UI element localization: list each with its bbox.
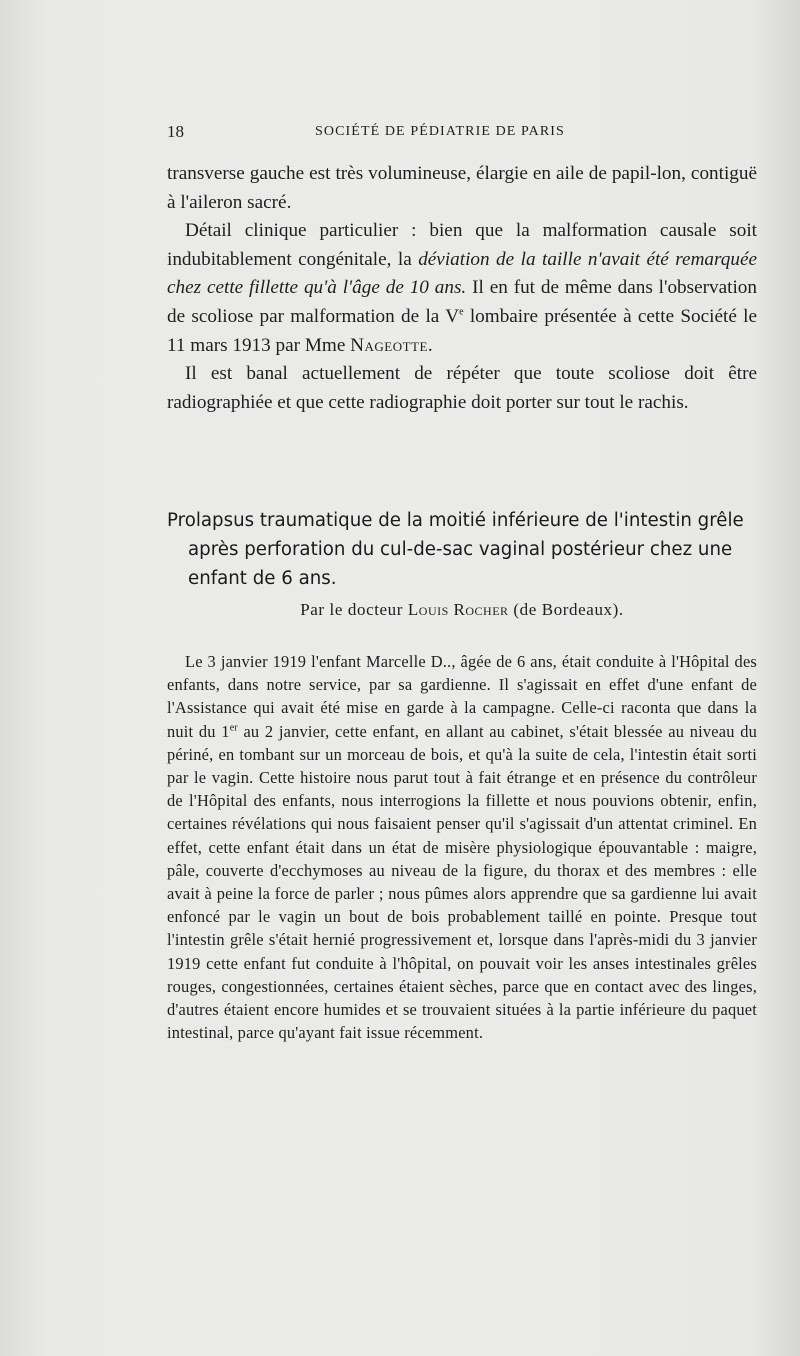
paragraph-continuation: transverse gauche est très volumineuse, élargie en aile de papil-lon, contiguë à l'aileron sacré.	[167, 163, 757, 213]
byline-author: Louis Rocher	[407, 600, 509, 619]
page-number: 18	[167, 122, 184, 141]
text-span: Il en fut de même dans l'observation de scoliose par malformation de la V	[167, 277, 757, 327]
journal-title: SOCIÉTÉ DE PÉDIATRIE DE PARIS	[315, 124, 565, 139]
text-span: Le 3 janvier 1919 l'enfant Marcelle D.., âgée de 6 ans, était conduite à l'Hôpital des enfants, dans notre service, par sa gardienne. Il s'agissait en effet d'une enfant de l'Assistance qui avait été mise en garde à la campagne. Celle-ci raconta que dans la nuit du 1	[167, 652, 757, 741]
body-paragraph	[167, 650, 757, 1044]
author-name: Nageotte.	[350, 334, 434, 356]
text-span: Détail clinique particulier : bien que la malformation causale soit indubitablement congénitale, la	[167, 220, 757, 270]
running-head	[167, 122, 757, 142]
article-body	[167, 650, 757, 1044]
title-line-rest: après perforation du cul-de-sac vaginal postérieur chez une enfant de 6 ans.	[188, 539, 733, 589]
byline	[167, 600, 757, 620]
paragraph-clinical-detail	[167, 217, 757, 360]
text-span: lombaire présentée à cette Société le 11 mars 1913 par Mme	[167, 305, 757, 356]
paragraph-conclusion: Il est banal actuellement de répéter que toute scoliose doit être radiographiée et que cette radiographie doit porter sur tout le rachis.	[167, 363, 757, 413]
text-span: au 2 janvier, cette enfant, en allant au cabinet, s'était blessée au niveau du périné, en tombant sur un morceau de bois, et qu'à la suite de cela, l'intestin était sorti par le vagin. Cette histoire nous parut tout à fait étrange et en présence du contrôleur de l'Hôpital des enfants, nous interrogions la fillette et nous pouvions obtenir, enfin, certaines révélations qui nous faisaient penser qu'il s'agissait d'un attentat criminel. En effet, cette enfant était dans un état de misère physiologique épouvantable : maigre, pâle, couverte d'ecchymoses au niveau de la figure, du thorax et des membres : elle avait à peine la force de parler ; nous pûmes alors apprendre que sa gardienne lui avait enfoncé par le vagin un bout de bois probablement taillé en pointe. Presque tout l'intestin grêle s'était hernié progressivement et, lorsque dans l'après-midi du 3 janvier 1919 cette enfant fut conduite à l'hôpital, on pouvait voir les anses intestinales grêles rouges, congestionnées, certaines étaient sèches, parce que en contact avec des linges, d'autres étaient encore humides et se trouvaient situées à la partie inférieure du paquet intestinal, parce qu'ayant fait issue récemment.	[167, 721, 757, 1043]
superscript: er	[229, 722, 238, 734]
title-line-1: Prolapsus traumatique de la moitié inférieure de l'intestin grêle	[167, 510, 744, 531]
italic-span: déviation de la taille n'avait été remarquée chez cette fillette qu'à l'âge de 10 ans.	[167, 248, 757, 299]
byline-prefix: Par le docteur	[300, 600, 408, 619]
superscript: e	[459, 306, 464, 318]
article-title	[167, 506, 757, 593]
previous-article-text	[167, 160, 757, 417]
byline-suffix: (de Bordeaux).	[508, 600, 624, 619]
